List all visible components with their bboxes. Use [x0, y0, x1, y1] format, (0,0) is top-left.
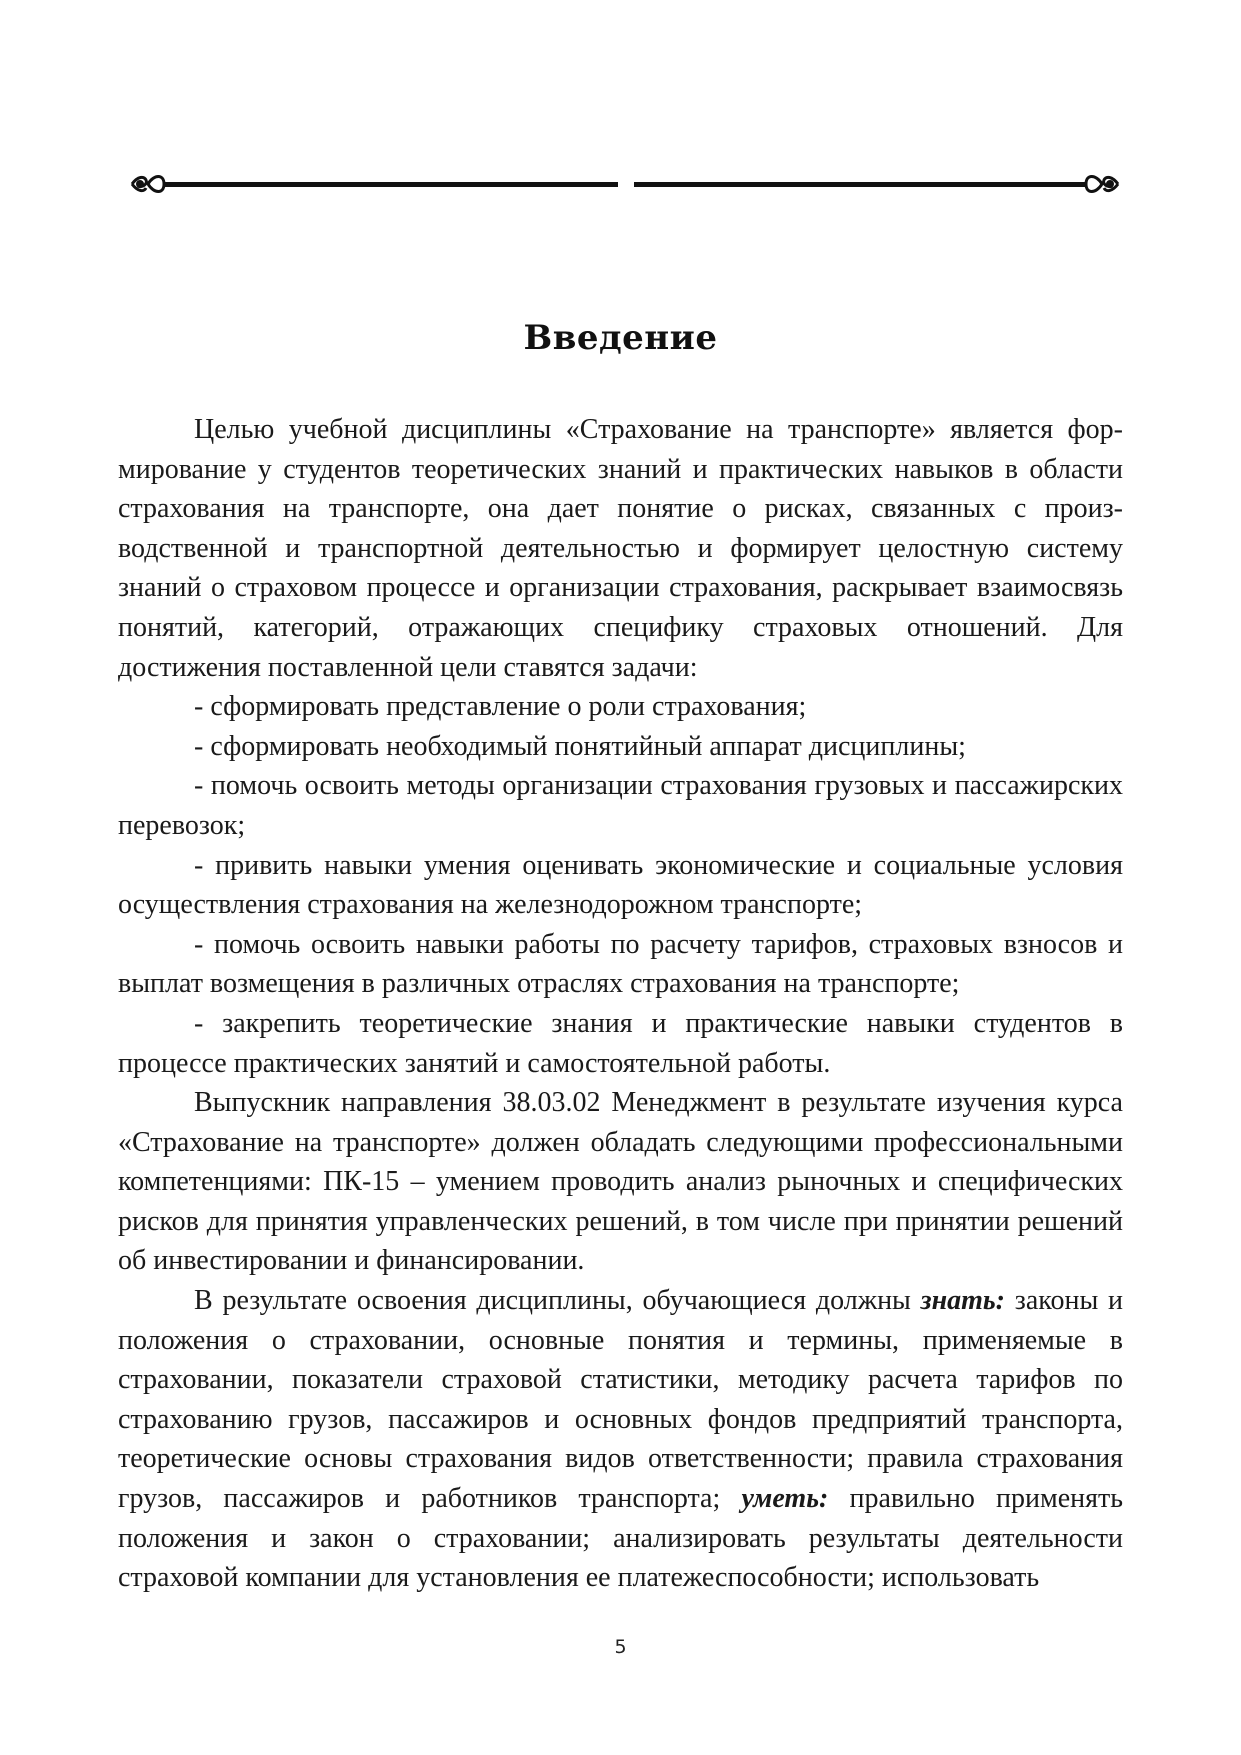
paragraph-outcomes: [118, 1281, 1123, 1598]
keyword-know: знать:: [920, 1285, 1006, 1317]
outcomes-text: правильно применять положения и закон о страховании; анализировать результаты деятельности страховой компании для установления ее платежеспособности; использовать: [118, 1483, 1123, 1594]
outcomes-text: В результате освоения дисциплины, обучающиеся должны: [194, 1285, 921, 1317]
page-number: 5: [614, 1636, 627, 1658]
task-item: - сформировать необходимый понятийный аппарат дисциплины;: [194, 730, 966, 762]
body-text: [118, 410, 1123, 1598]
paragraph-goal: Целью учебной дисциплины «Страхование на транспорте» является формирование у студентов теоретических знаний и практических навыков в области страхования на транспорте, она дает понятие о рисках, связанных с производственной и транспортной деятельностью и формирует целостную систему знаний о страховом процессе и организации страхования, раскрывает взаимосвязь понятий, категорий, отражающих специфику страховых отношений. Для достижения поставленной цели ставятся задачи:: [118, 414, 1123, 683]
outcomes-text: законы и положения о страховании, основные понятия и термины, применяемые в страховании, показатели страховой статистики, методику расчета тарифов по страхованию грузов, пассажиров и основных фондов предприятий транспорта, теоретические основы страхования видов ответственности; правила страхования грузов, пассажиров и работников транспорта;: [118, 1285, 1124, 1515]
task-item: - помочь освоить навыки работы по расчету тарифов, страховых взносов и выплат возмещения в различных отраслях страхования на транспорте;: [118, 928, 1123, 1000]
divider-line-left: [164, 182, 618, 187]
decorative-divider-ornament: [130, 166, 1120, 202]
divider-line-right: [634, 182, 1086, 187]
right-flourish-icon: [1086, 177, 1118, 192]
paragraph-competencies: Выпускник направления 38.03.02 Менеджмент в результате изучения курса «Страхование на транспорте» должен обладать следующими профессиональными компетенциями: ПК-15 – умением проводить анализ рыночных и специфических рисков для принятия управленческих решений, в том числе при принятии решений об инвестировании и финансировании.: [118, 1087, 1123, 1277]
keyword-able: уметь:: [741, 1483, 829, 1515]
task-item: - привить навыки умения оценивать экономические и социальные условия осуществления страхования на железнодорожном транспорте;: [118, 849, 1123, 921]
task-item: - сформировать представление о роли страхования;: [194, 691, 807, 723]
left-flourish-icon: [132, 177, 164, 192]
task-item: - закрепить теоретические знания и практические навыки студентов в процессе практических занятий и самостоятельной работы.: [118, 1007, 1123, 1079]
page-title: Введение: [523, 318, 718, 358]
task-item: - помочь освоить методы организации страхования грузовых и пассажирских перевозок;: [118, 770, 1123, 841]
